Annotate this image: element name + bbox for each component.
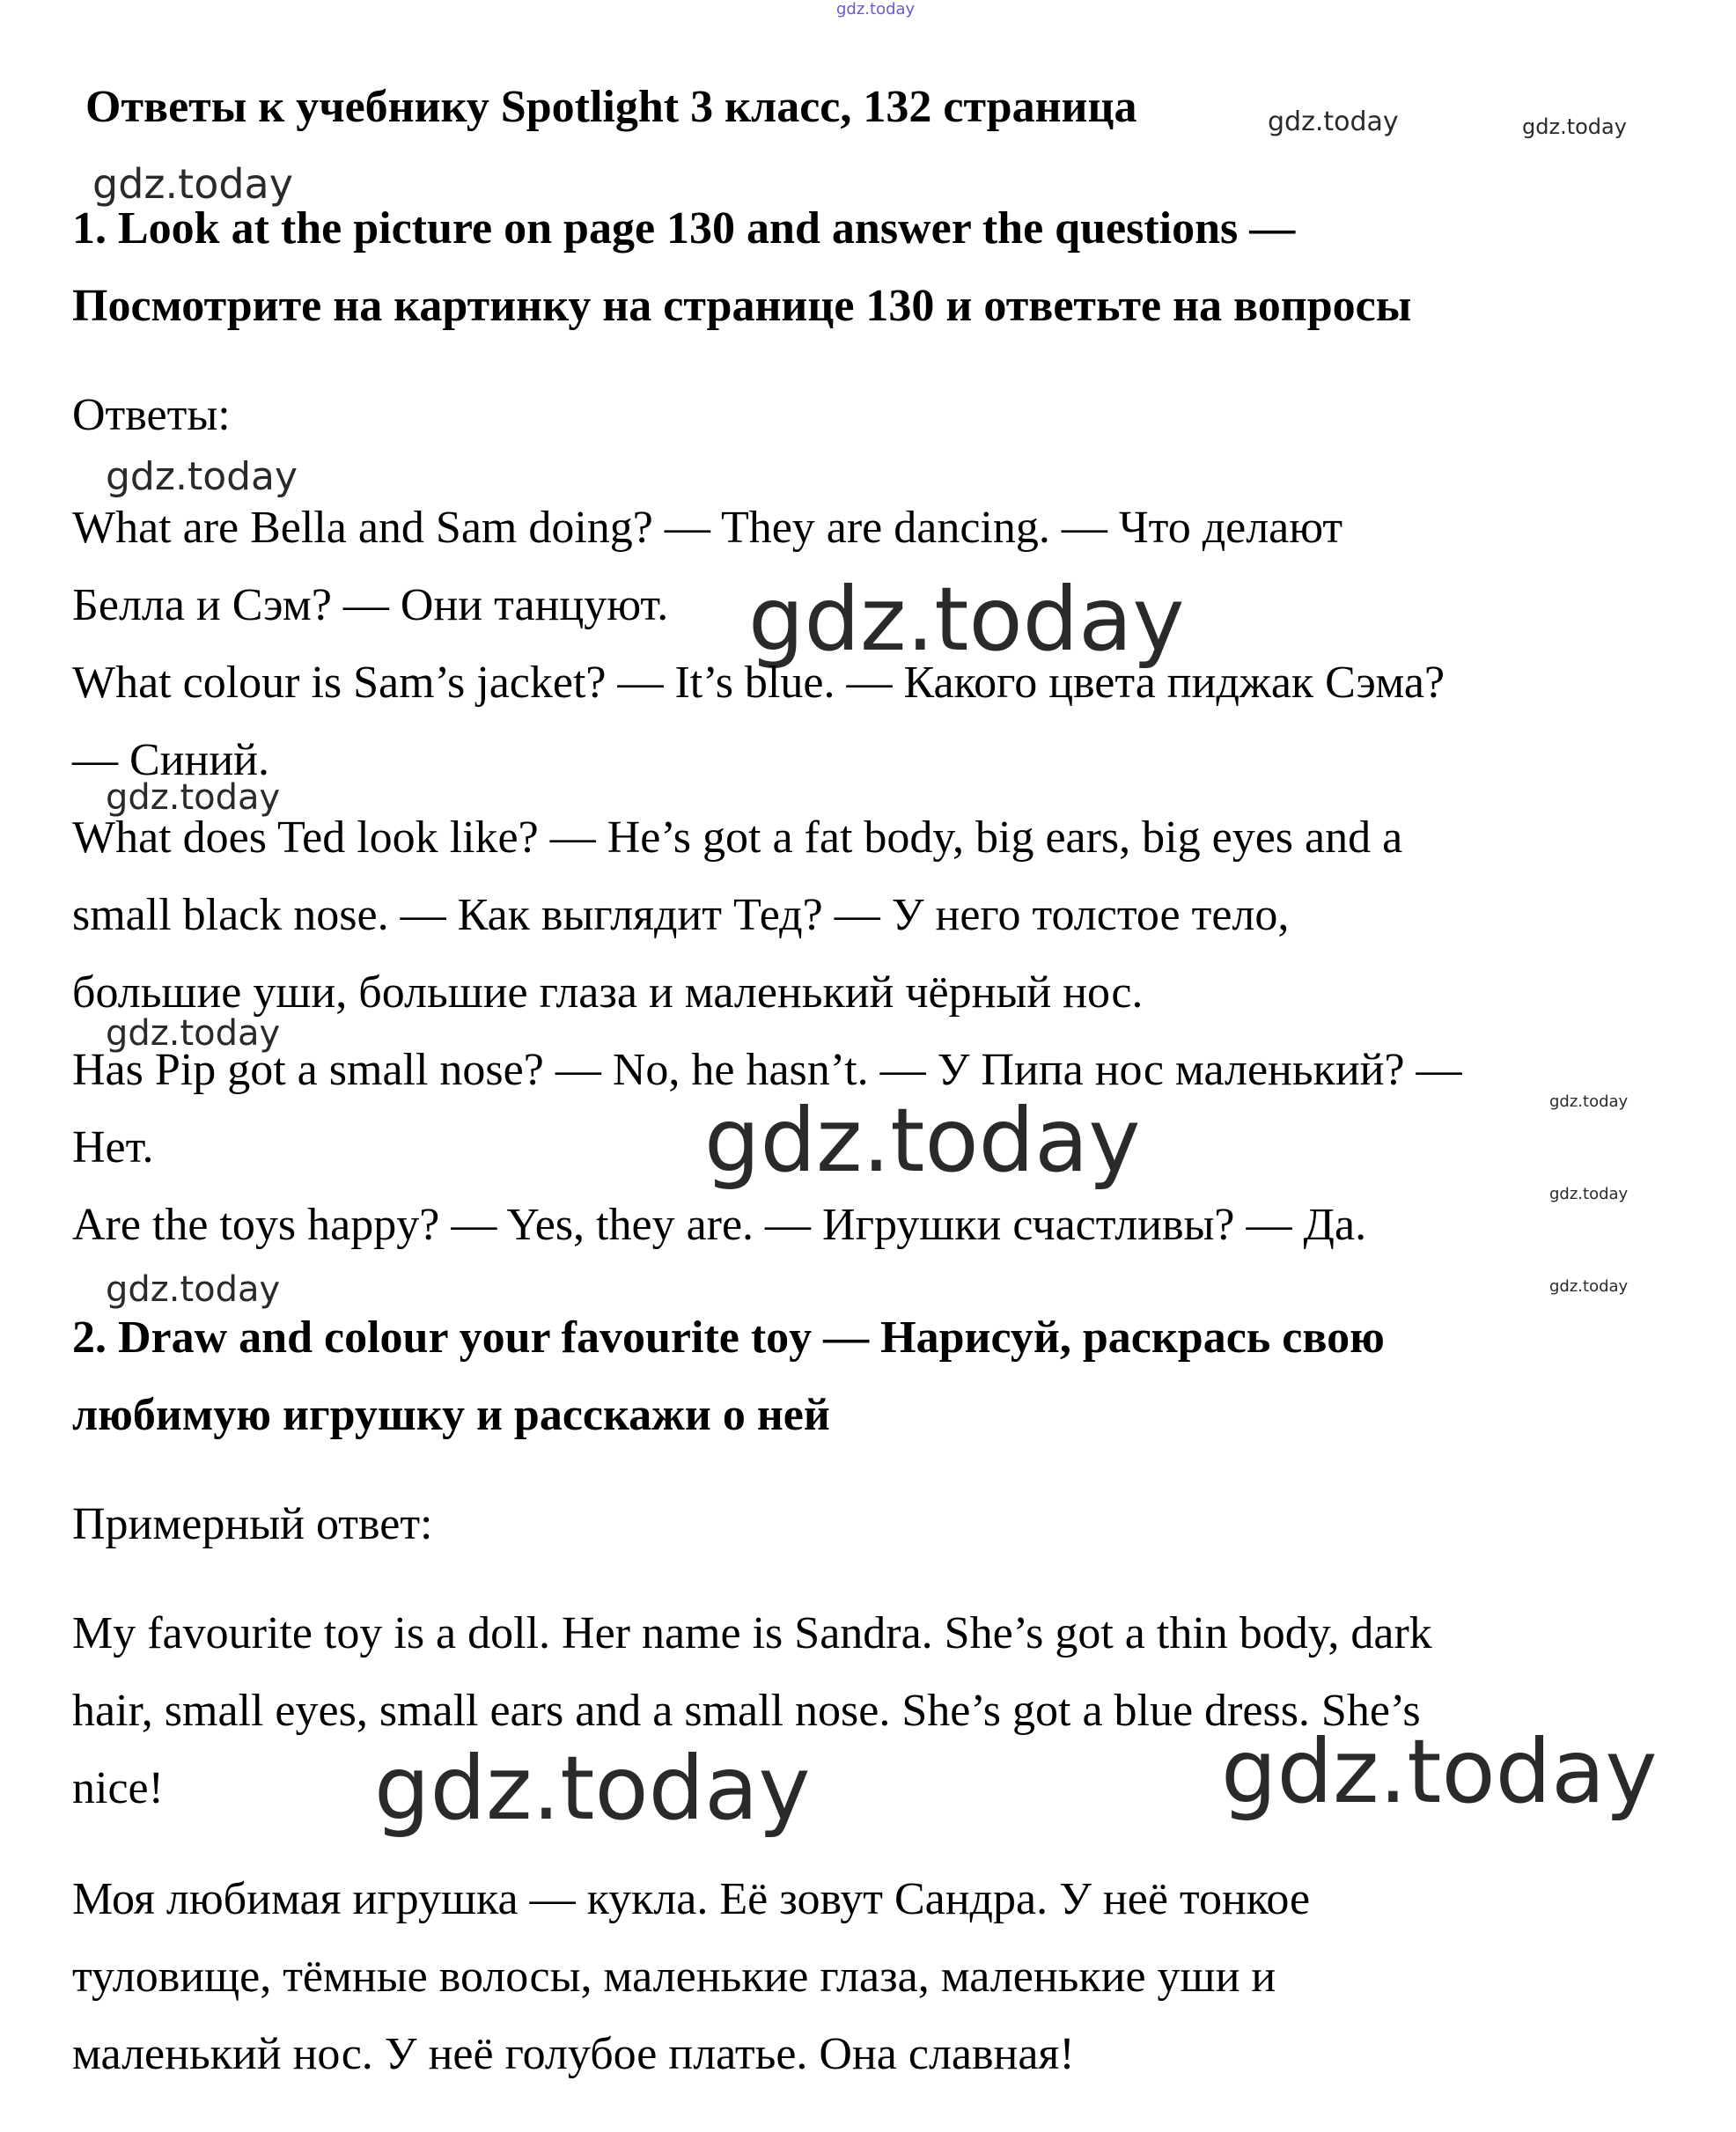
watermark-large: gdz.today (374, 1737, 811, 1840)
answer-line: Has Pip got a small nose? — No, he hasn’t. — У Пипа нос маленький? — (72, 1045, 1462, 1095)
watermark: gdz.today (1268, 107, 1399, 137)
page-title: Ответы к учебнику Spotlight 3 класс, 132 страница (85, 82, 1137, 132)
answer-line: What does Ted look like? — He’s got a fat body, big ears, big eyes and a (72, 812, 1403, 863)
answer-line: большие уши, большие глаза и маленький чёрный нос. (72, 967, 1144, 1018)
answers-label: Ответы: (72, 390, 231, 440)
answer-line: Are the toys happy? — Yes, they are. — Игрушки счастливы? — Да. (72, 1200, 1367, 1250)
answer-line: What are Bella and Sam doing? — They are dancing. — Что делают (72, 503, 1343, 553)
watermark: gdz.today (106, 1013, 281, 1054)
heading-line: 2. Draw and colour your favourite toy — Нарисуй, раскрась свою (72, 1312, 1385, 1363)
watermark-small: gdz.today (1549, 1277, 1629, 1296)
watermark-top: gdz.today (836, 0, 916, 18)
watermark-large: gdz.today (748, 568, 1185, 671)
watermark-large: gdz.today (704, 1089, 1141, 1192)
watermark: gdz.today (106, 1269, 281, 1310)
heading-line: 1. Look at the picture on page 130 and answer the questions — (72, 203, 1296, 254)
watermark: gdz.today (1522, 114, 1627, 139)
answer-line: small black nose. — Как выглядит Тед? — У него толстое тело, (72, 890, 1290, 940)
watermark: gdz.today (106, 454, 298, 499)
watermark-small: gdz.today (1549, 1185, 1629, 1203)
answer-line: — Синий. (72, 735, 269, 785)
watermark-small: gdz.today (1549, 1092, 1629, 1111)
section1-heading (72, 190, 1657, 345)
russian-line: Моя любимая игрушка — кукла. Её зовут Сандра. У неё тонкое (72, 1874, 1311, 1924)
english-line: My favourite toy is a doll. Her name is Sandra. She’s got a thin body, dark (72, 1608, 1432, 1658)
russian-line: маленький нос. У неё голубое платье. Она славная! (72, 2029, 1075, 2079)
russian-line: туловище, тёмные волосы, маленькие глаза, маленькие уши и (72, 1952, 1276, 2002)
section2-heading (72, 1299, 1657, 1454)
heading-line: любимую игрушку и расскажи о ней (72, 1390, 830, 1440)
english-line: hair, small eyes, small ears and a small nose. She’s got a blue dress. She’s (72, 1686, 1421, 1736)
english-line: nice! (72, 1763, 164, 1813)
heading-line: Посмотрите на картинку на странице 130 и ответьте на вопросы (72, 281, 1412, 331)
watermark: gdz.today (92, 160, 293, 208)
watermark: gdz.today (106, 777, 281, 818)
answer-line: What colour is Sam’s jacket? — It’s blue. — Какого цвета пиджак Сэма? (72, 658, 1445, 708)
answer-line: Нет. (72, 1122, 154, 1173)
sample-answer-label: Примерный ответ: (72, 1499, 433, 1549)
watermark-large: gdz.today (1221, 1720, 1658, 1823)
answer-line: Белла и Сэм? — Они танцуют. (72, 580, 669, 630)
